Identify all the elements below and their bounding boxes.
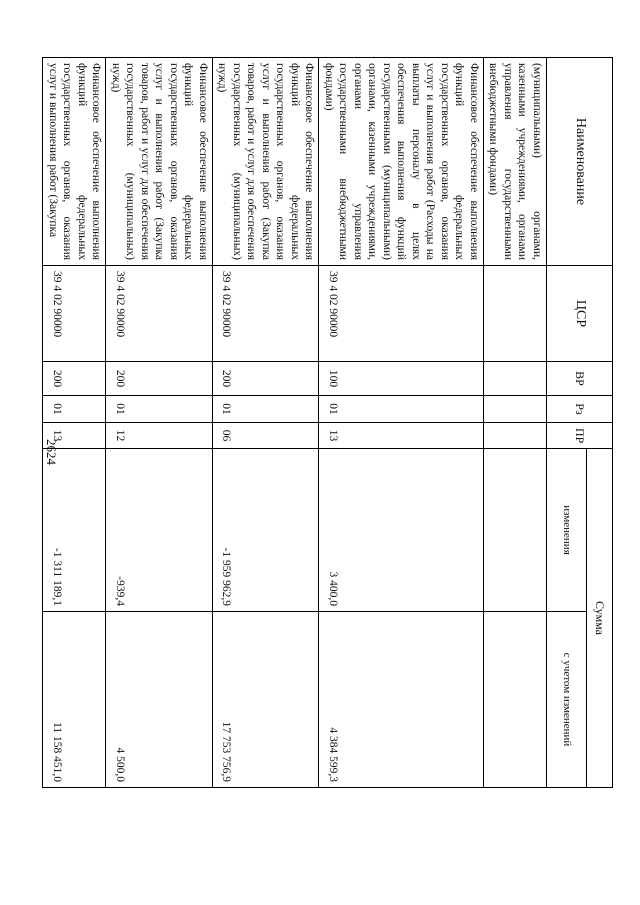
row-rz: 01: [43, 396, 106, 423]
header-vr: ВР: [547, 362, 613, 396]
row-pr: 13: [43, 423, 106, 449]
row-name: Финансовое обеспечение выполнения функций федеральных государственных органов, оказания услуг и выполнения работ (Расходы на выплаты персоналу в целях обеспечения выполнения функций государственными (муниципальными) органами, казенными учреждениями, органами управления государственными внебюджетными фондами): [319, 58, 484, 266]
row-change: [484, 449, 547, 612]
row-pr: 06: [213, 423, 320, 449]
row-change: 3 400,0: [319, 449, 484, 612]
table-row: [319, 58, 484, 788]
row-rz: [484, 396, 547, 423]
row-name: Финансовое обеспечение выполнения функций федеральных государственных органов, оказания услуг и выполнения работ (Закупка товаров, работ и услуг для обеспечения государственных (муниципальных) нужд): [213, 58, 320, 266]
table-row: [43, 58, 106, 788]
row-vr: 200: [213, 362, 320, 396]
row-csr: 39 4 02 90000: [43, 266, 106, 362]
row-name: Финансовое обеспечение выполнения функций федеральных государственных органов, оказания услуг и выполнения работ (Закупка товаров, работ и услуг для обеспечения государственных (муниципальных) нужд): [106, 58, 213, 266]
row-rz: 01: [213, 396, 320, 423]
header-with-changes: с учетом изменений: [547, 612, 587, 788]
row-csr: 39 4 02 90000: [319, 266, 484, 362]
row-csr: 39 4 02 90000: [106, 266, 213, 362]
row-change: -939,4: [106, 449, 213, 612]
page-number: 2624: [44, 439, 59, 465]
row-name: (муниципальными) органами, казенными учреждениями, органами управления государственными внебюджетными фондами): [484, 58, 547, 266]
header-pr: ПР: [547, 423, 613, 449]
row-total: 11 158 451,0: [43, 612, 106, 788]
row-total: 4 500,0: [106, 612, 213, 788]
table-header: [547, 58, 613, 788]
row-total: 17 753 756,9: [213, 612, 320, 788]
row-vr: 200: [43, 362, 106, 396]
header-name: Наименование: [547, 58, 613, 266]
row-pr: 12: [106, 423, 213, 449]
table-row: [484, 58, 547, 788]
row-total: 4 384 599,3: [319, 612, 484, 788]
header-changes: изменения: [547, 449, 587, 612]
table-row: [213, 58, 320, 788]
row-name: Финансовое обеспечение выполнения функций федеральных государственных органов, оказания услуг и выполнения работ (Закупка: [43, 58, 106, 266]
budget-table: [43, 57, 614, 788]
row-vr: 100: [319, 362, 484, 396]
row-vr: [484, 362, 547, 396]
row-rz: 01: [106, 396, 213, 423]
row-total: [484, 612, 547, 788]
row-vr: 200: [106, 362, 213, 396]
header-sum: Сумма: [587, 449, 613, 788]
row-csr: 39 4 02 90000: [213, 266, 320, 362]
row-rz: 01: [319, 396, 484, 423]
row-pr: [484, 423, 547, 449]
header-csr: ЦСР: [547, 266, 613, 362]
header-rz: Рз: [547, 396, 613, 423]
row-change: -1 959 962,9: [213, 449, 320, 612]
row-pr: 13: [319, 423, 484, 449]
table-row: [106, 58, 213, 788]
row-change: -1 311 189,1: [43, 449, 106, 612]
row-csr: [484, 266, 547, 362]
